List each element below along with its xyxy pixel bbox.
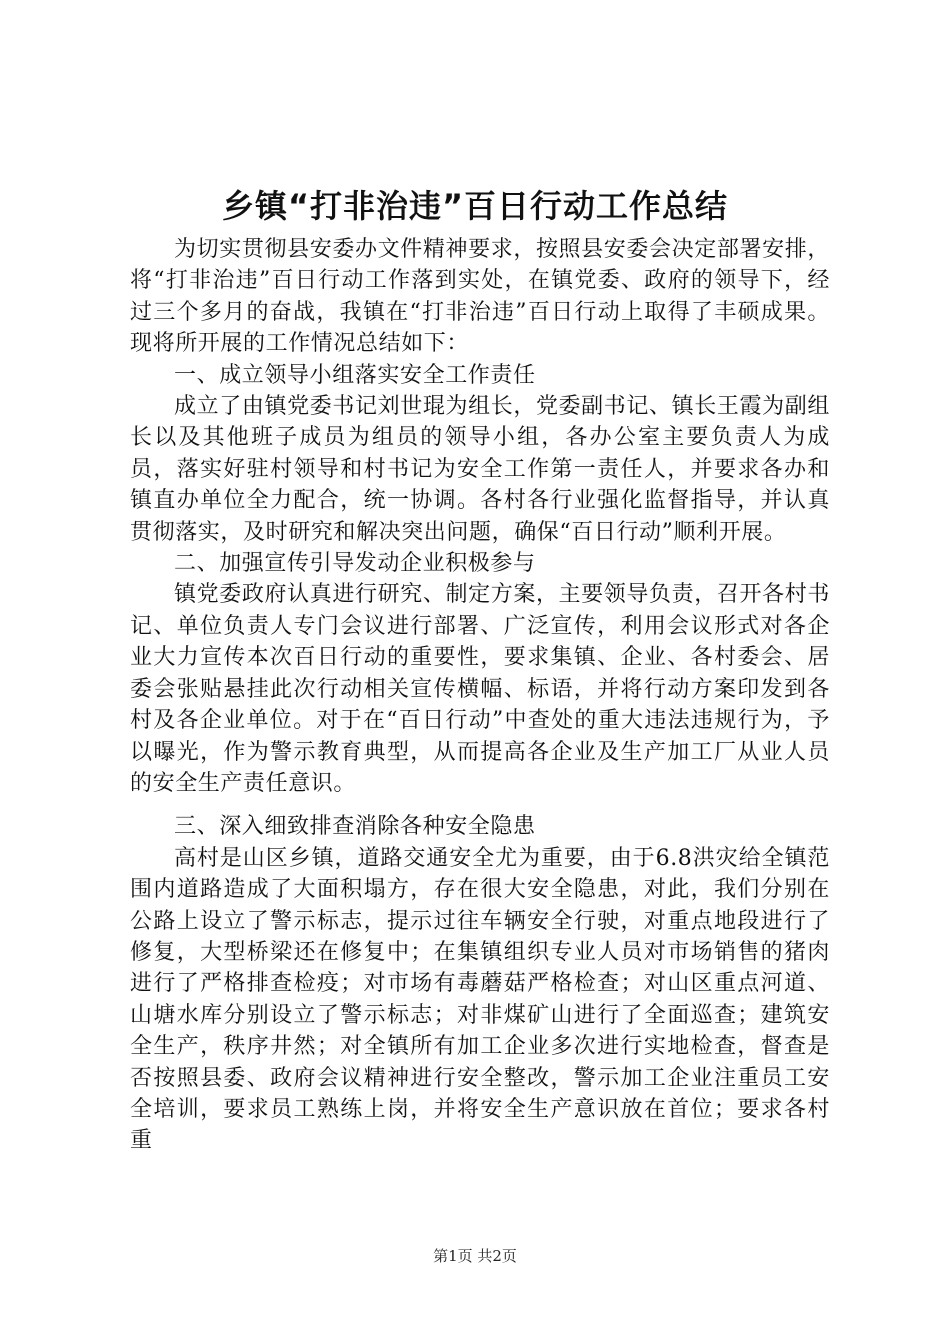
section-heading-3: 三、深入细致排查消除各种安全隐患: [174, 814, 536, 840]
paragraph-spacer: [130, 799, 830, 811]
document-title: 乡镇“打非治违”百日行动工作总结: [221, 187, 729, 225]
document-body: [130, 234, 830, 1157]
section-3-paragraph: 高村是山区乡镇，道路交通安全尤为重要，由于6.8洪灾给全镇范围内道路造成了大面积塌方，存在很大安全隐患，对此，我们分别在公路上设立了警示标志，提示过往车辆安全行驶，对重点地段进行了修复，大型桥梁还在修复中；在集镇组织专业人员对市场销售的猪肉进行了严格排查检疫；对市场有毒蘑菇严格检查；对山区重点河道、山塘水库分别设立了警示标志；对非煤矿山进行了全面巡查；建筑安全生产，秩序井然；对全镇所有加工企业多次进行实地检查，督查是否按照县委、政府会议精神进行安全整改，警示加工企业注重员工安全培训，要求员工熟练上岗，并将安全生产意识放在首位；要求各村重: [130, 845, 830, 1154]
section-heading-2: 二、加强宣传引导发动企业积极参与: [174, 551, 536, 577]
page-number-footer: 第1页 共2页: [433, 1247, 517, 1265]
section-2-paragraph: 镇党委政府认真进行研究、制定方案，主要领导负责，召开各村书记、单位负责人专门会议进行部署、广泛宣传，利用会议形式对各企业大力宣传本次百日行动的重要性，要求集镇、企业、各村委会、居委会张贴悬挂此次行动相关宣传横幅、标语，并将行动方案印发到各村及各企业单位。对于在“百日行动”中查处的重大违法违规行为，予以曝光，作为警示教育典型，从而提高各企业及生产加工厂从业人员的安全生产责任意识。: [130, 582, 830, 796]
section-1-paragraph: 成立了由镇党委书记刘世琨为组长，党委副书记、镇长王霞为副组长以及其他班子成员为组员的领导小组，各办公室主要负责人为成员，落实好驻村领导和村书记为安全工作第一责任人，并要求各办和镇直办单位全力配合，统一协调。各村各行业强化监督指导，并认真贯彻落实，及时研究和解决突出问题，确保“百日行动”顺利开展。: [130, 394, 830, 545]
section-heading-1: 一、成立领导小组落实安全工作责任: [174, 362, 536, 388]
intro-paragraph: 为切实贯彻县安委办文件精神要求，按照县安委会决定部署安排，将“打非治违”百日行动工作落到实处，在镇党委、政府的领导下，经过三个多月的奋战，我镇在“打非治违”百日行动上取得了丰硕成果。现将所开展的工作情况总结如下：: [130, 237, 830, 357]
